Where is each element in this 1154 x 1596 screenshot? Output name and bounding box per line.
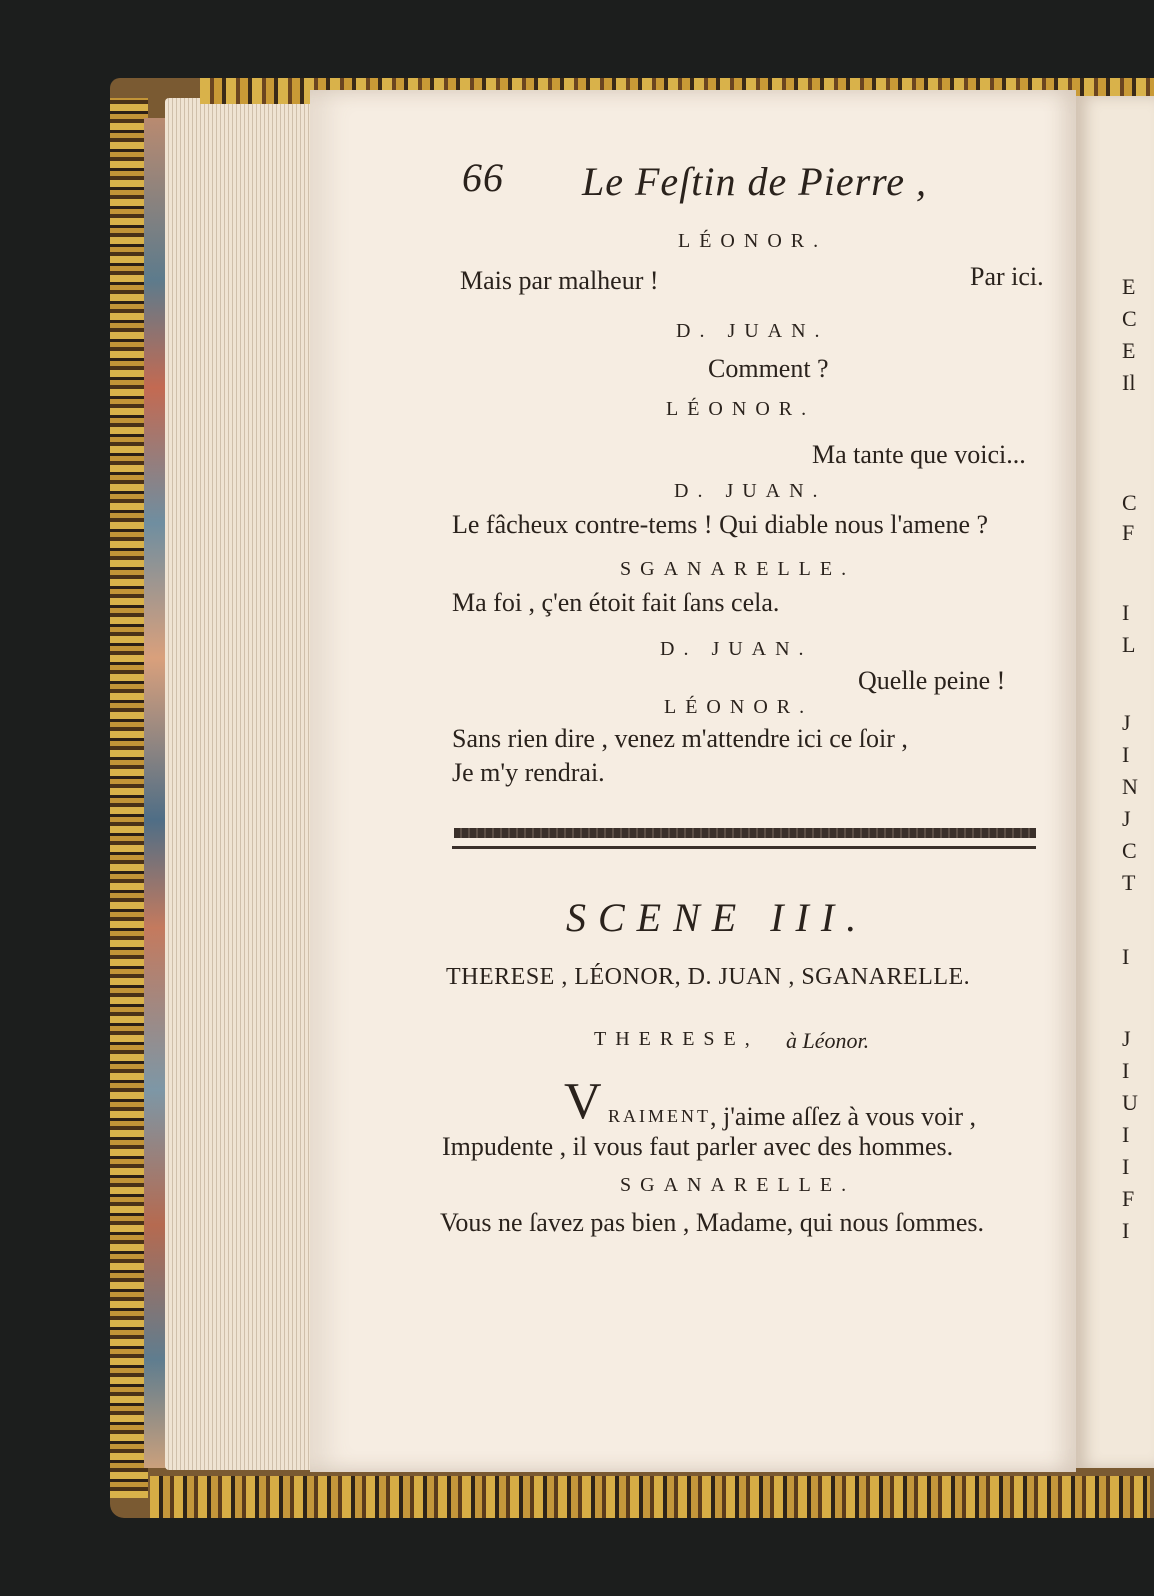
facing-letter: L: [1122, 632, 1136, 657]
speaker-name: LÉONOR.: [678, 230, 828, 252]
spine-gilt-decoration: [110, 98, 148, 1498]
facing-letter: E: [1122, 274, 1136, 299]
dialogue-line: Je m'y rendrai.: [452, 758, 605, 787]
dialogue-line: Sans rien dire , venez m'attendre ici ce ſoir ,: [452, 724, 908, 753]
facing-letter: I: [1122, 944, 1130, 969]
drop-cap: V: [564, 1073, 602, 1130]
stage-direction: à Léonor.: [786, 1028, 870, 1053]
facing-letter: J: [1122, 1026, 1131, 1051]
cast-list: THERESE , LÉONOR, D. JUAN , SGANARELLE.: [446, 964, 971, 990]
speaker-name: D. JUAN.: [674, 480, 827, 502]
bottom-gilt-border: [150, 1476, 1150, 1518]
speaker-name: SGANARELLE.: [620, 558, 856, 580]
facing-page-text: [1118, 0, 1154, 1596]
facing-letter: F: [1122, 1186, 1135, 1211]
dialogue-line: Comment ?: [708, 354, 829, 383]
dialogue-line: Ma foi , ç'en étoit fait ſans cela.: [452, 588, 780, 617]
facing-letter: J: [1122, 710, 1131, 735]
dialogue-line: Vous ne ſavez pas bien , Madame, qui nous ſommes.: [440, 1208, 984, 1237]
facing-letter: I: [1122, 600, 1130, 625]
book-page: [310, 90, 1076, 1472]
facing-letter: T: [1122, 870, 1136, 895]
speaker-name: LÉONOR.: [666, 398, 816, 420]
facing-letter: C: [1122, 490, 1137, 515]
facing-letter: I: [1122, 1154, 1130, 1179]
facing-letter: I: [1122, 1122, 1130, 1147]
section-divider-thick: [454, 828, 1036, 838]
speaker-name: SGANARELLE.: [620, 1174, 856, 1196]
facing-letter: N: [1122, 774, 1138, 799]
facing-letter: Il: [1122, 370, 1136, 395]
speaker-name: D. JUAN.: [660, 638, 813, 660]
dialogue-line: , j'aime aſſez à vous voir ,: [710, 1102, 977, 1131]
facing-letter: I: [1122, 1058, 1130, 1083]
facing-letter: C: [1122, 306, 1137, 331]
small-caps-word: RAIMENT: [608, 1106, 711, 1126]
facing-letter: I: [1122, 742, 1130, 767]
facing-letter: E: [1122, 338, 1136, 363]
speaker-name: THERESE,: [594, 1028, 759, 1050]
facing-letter: U: [1122, 1090, 1138, 1115]
facing-letter: C: [1122, 838, 1137, 863]
dialogue-line: Mais par malheur !: [460, 266, 659, 295]
page-edges: [165, 98, 315, 1470]
dialogue-line: Par ici.: [970, 262, 1044, 291]
facing-letter: I: [1122, 1218, 1130, 1243]
speaker-name: LÉONOR.: [664, 696, 814, 718]
speaker-name: D. JUAN.: [676, 320, 829, 342]
page-number: 66: [462, 155, 504, 200]
facing-letter: F: [1122, 520, 1135, 545]
dialogue-line: Impudente , il vous faut parler avec des hommes.: [442, 1132, 954, 1161]
section-divider-thin: [452, 846, 1036, 849]
dialogue-line: Le fâcheux contre-tems ! Qui diable nous l'amene ?: [452, 510, 989, 539]
dialogue-line: Ma tante que voici...: [812, 440, 1026, 469]
running-title: Le Feſtin de Pierre ,: [582, 159, 927, 204]
dialogue-line: Quelle peine !: [858, 666, 1006, 695]
scene-title: SCENE III.: [566, 895, 869, 940]
facing-letter: J: [1122, 806, 1131, 831]
